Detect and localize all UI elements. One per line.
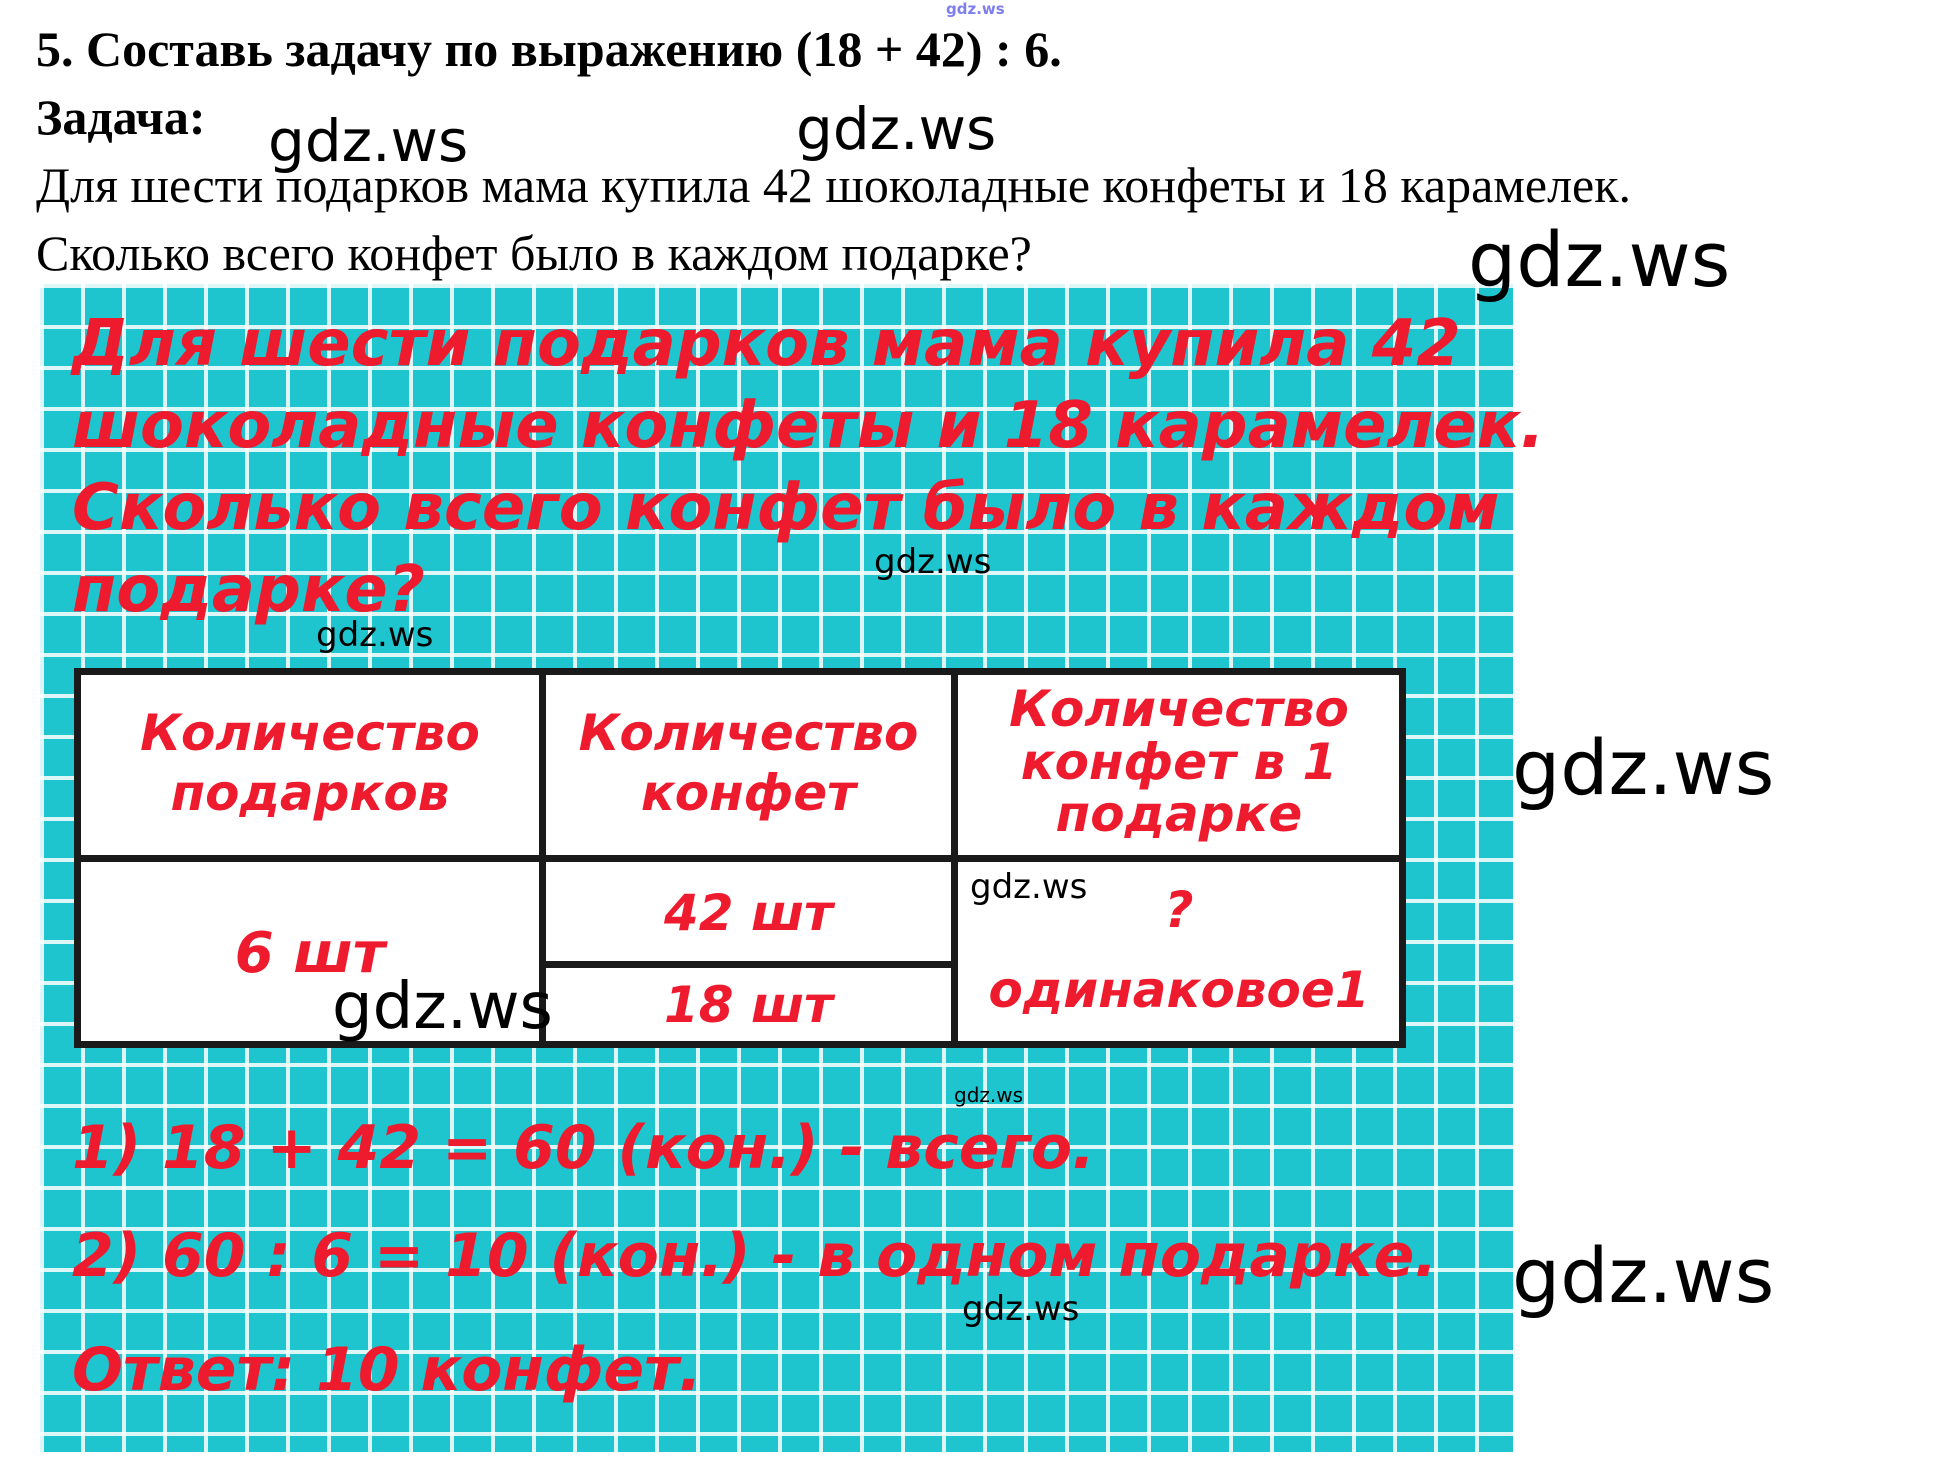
solution-step-1: 1) 18 + 42 = 60 (кон.) - всего. bbox=[72, 1113, 1095, 1183]
header-candies: Количество конфет bbox=[578, 704, 919, 822]
watermark-text: gdz.ws bbox=[332, 970, 553, 1044]
watermark-text: gdz.ws bbox=[316, 615, 434, 655]
cell-chocolate-count: 42 шт bbox=[663, 884, 834, 942]
cell-per-gift-unknown: ? bbox=[1164, 881, 1194, 939]
task-title: 5. Составь задачу по выражению (18 + 42) : 6. bbox=[36, 21, 1062, 77]
solution-step-2: 2) 60 : 6 = 10 (кон.) - в одном подарке. bbox=[72, 1221, 1438, 1291]
watermark-text: gdz.ws bbox=[268, 107, 469, 175]
watermark-text: gdz.ws bbox=[1512, 723, 1775, 812]
watermark-text: gdz.ws bbox=[970, 867, 1088, 907]
task-text-line-2: Сколько всего конфет было в каждом подарке? bbox=[36, 225, 1032, 281]
task-text-line-1: Для шести подарков мама купила 42 шоколадные конфеты и 18 карамелек. bbox=[36, 157, 1632, 213]
watermark-text: gdz.ws bbox=[954, 1083, 1024, 1107]
cell-gifts-count: 6 шт bbox=[234, 921, 386, 986]
watermark-text: gdz.ws bbox=[796, 95, 997, 163]
answer-line: Ответ: 10 конфет. bbox=[72, 1335, 702, 1405]
watermark-text: gdz.ws bbox=[1512, 1231, 1775, 1320]
cell-caramel-count: 18 шт bbox=[663, 976, 834, 1034]
watermark-text: gdz.ws bbox=[1468, 215, 1731, 304]
problem-line-3: Сколько всего конфет было в каждом bbox=[72, 471, 1500, 545]
site-mark: gdz.ws bbox=[946, 0, 1005, 18]
header-gifts: Количество подарков bbox=[140, 704, 480, 822]
problem-line-1: Для шести подарков мама купила 42 bbox=[72, 307, 1461, 381]
watermark-text: gdz.ws bbox=[874, 542, 992, 582]
data-table bbox=[74, 668, 1406, 1048]
task-label: Задача: bbox=[36, 89, 206, 145]
watermark-text: gdz.ws bbox=[962, 1289, 1080, 1329]
header-per-gift: Количество конфет в 1 подарке bbox=[1009, 680, 1349, 843]
problem-line-2: шоколадные конфеты и 18 карамелек. bbox=[72, 389, 1545, 463]
problem-line-4: подарке? bbox=[72, 553, 425, 627]
cell-per-gift-note: одинаковое1 bbox=[988, 961, 1370, 1019]
